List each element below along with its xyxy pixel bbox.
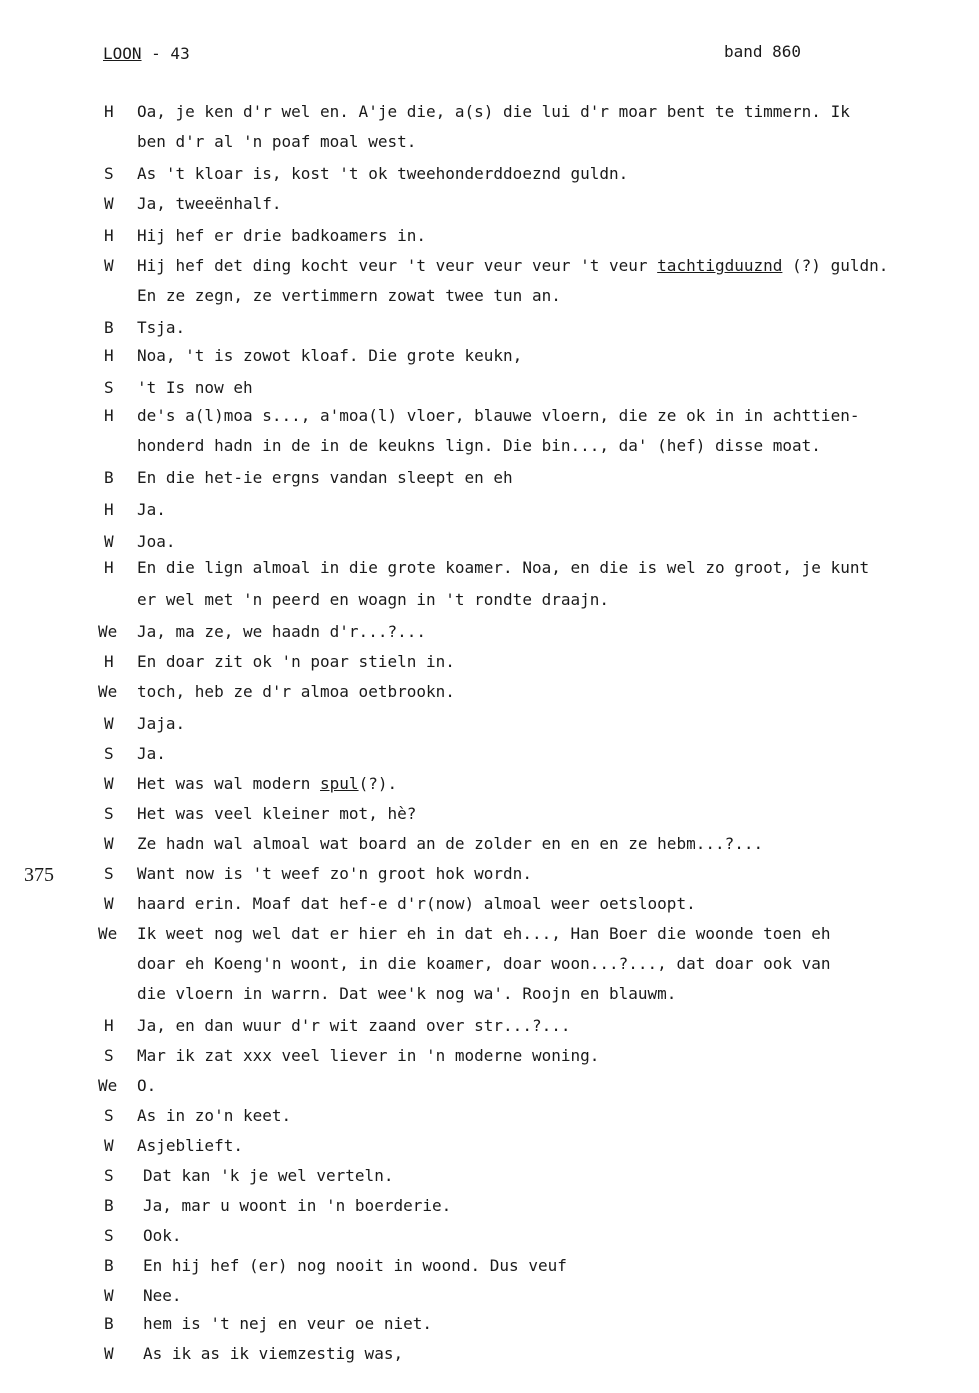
utterance-text: Mar ik zat xxx veel liever in 'n moderne woning.: [137, 1046, 600, 1065]
utterance-text: As in zo'n keet.: [137, 1106, 292, 1125]
utterance-text: Ja, tweeënhalf.: [137, 194, 282, 213]
document-id: LOON: [103, 44, 142, 63]
speaker-label: B: [104, 318, 114, 337]
speaker-label: S: [104, 1106, 114, 1125]
speaker-label: S: [104, 164, 114, 183]
utterance-text: Tsja.: [137, 318, 186, 337]
utterance-text: As 't kloar is, kost 't ok tweehonderddoeznd guldn.: [137, 164, 629, 183]
page-number: - 43: [141, 44, 190, 63]
speaker-label: B: [104, 1196, 114, 1215]
margin-line-number: 375: [24, 864, 54, 886]
speaker-label: S: [104, 744, 114, 763]
speaker-label: We: [98, 924, 118, 943]
speaker-label: W: [104, 714, 114, 733]
speaker-label: W: [104, 532, 114, 551]
utterance-text: Asjeblieft.: [137, 1136, 243, 1155]
utterance-text: Ja, ma ze, we haadn d'r...?...: [137, 622, 426, 641]
utterance-text: O.: [137, 1076, 157, 1095]
speaker-label: B: [104, 1314, 114, 1333]
utterance-text: Want now is 't weef zo'n groot hok wordn.: [137, 864, 532, 883]
utterance-text: Jaja.: [137, 714, 186, 733]
utterance-text: En die het-ie ergns vandan sleept en eh: [137, 468, 513, 487]
utterance-text: Ook.: [143, 1226, 182, 1245]
utterance-text: Ja.: [137, 500, 166, 519]
speaker-label: W: [104, 1136, 114, 1155]
utterance-text: Hij hef er drie badkoamers in.: [137, 226, 426, 245]
utterance-text: ben d'r al 'n poaf moal west.: [137, 132, 417, 151]
speaker-label: We: [98, 682, 118, 701]
utterance-text: toch, heb ze d'r almoa oetbrookn.: [137, 682, 455, 701]
speaker-label: S: [104, 804, 114, 823]
speaker-label: H: [104, 558, 114, 577]
speaker-label: W: [104, 894, 114, 913]
speaker-label: W: [104, 1344, 114, 1363]
speaker-label: H: [104, 652, 114, 671]
speaker-label: S: [104, 864, 114, 883]
utterance-text: Noa, 't is zowot kloaf. Die grote keukn,: [137, 346, 523, 365]
speaker-label: H: [104, 102, 114, 121]
utterance-text: Ja, mar u woont in 'n boerderie.: [143, 1196, 452, 1215]
utterance-text: doar eh Koeng'n woont, in die koamer, doar woon...?..., dat doar ook van: [137, 954, 831, 973]
speaker-label: S: [104, 378, 114, 397]
speaker-label: H: [104, 346, 114, 365]
utterance-text: haard erin. Moaf dat hef-e d'r(now) almoal weer oetsloopt.: [137, 894, 696, 913]
speaker-label: We: [98, 1076, 118, 1095]
utterance-text: Ik weet nog wel dat er hier eh in dat eh..., Han Boer die woonde toen eh: [137, 924, 831, 943]
utterance-text: die vloern in warrn. Dat wee'k nog wa'. Roojn en blauwm.: [137, 984, 677, 1003]
utterance-text: 't Is now eh: [137, 378, 253, 397]
utterance-text: Joa.: [137, 532, 176, 551]
utterance-text: Ze hadn wal almoal wat board an de zolder en en en ze hebm...?...: [137, 834, 764, 853]
speaker-label: S: [104, 1046, 114, 1065]
speaker-label: W: [104, 774, 114, 793]
speaker-label: H: [104, 500, 114, 519]
speaker-label: We: [98, 622, 118, 641]
utterance-text: de's a(l)moa s..., a'moa(l) vloer, blauwe vloern, die ze ok in in achttien-: [137, 406, 860, 425]
page-header-left: [103, 44, 190, 63]
utterance-text: Ja, en dan wuur d'r wit zaand over str...?...: [137, 1016, 571, 1035]
utterance-text: Het was veel kleiner mot, hè?: [137, 804, 417, 823]
utterance-text: er wel met 'n peerd en woagn in 't rondte draajn.: [137, 590, 610, 609]
utterance-text: Het was wal modern spul(?).: [137, 774, 398, 793]
band-label: band 860: [724, 42, 802, 61]
utterance-text: Nee.: [143, 1286, 182, 1305]
speaker-label: W: [104, 834, 114, 853]
utterance-text: As ik as ik viemzestig was,: [143, 1344, 404, 1363]
utterance-text: Dat kan 'k je wel verteln.: [143, 1166, 394, 1185]
speaker-label: W: [104, 256, 114, 275]
utterance-text: En hij hef (er) nog nooit in woond. Dus veuf: [143, 1256, 567, 1275]
speaker-label: B: [104, 468, 114, 487]
speaker-label: W: [104, 1286, 114, 1305]
speaker-label: B: [104, 1256, 114, 1275]
speaker-label: S: [104, 1226, 114, 1245]
utterance-text: En ze zegn, ze vertimmern zowat twee tun an.: [137, 286, 561, 305]
speaker-label: H: [104, 406, 114, 425]
utterance-text: hem is 't nej en veur oe niet.: [143, 1314, 432, 1333]
utterance-text: En doar zit ok 'n poar stieln in.: [137, 652, 455, 671]
utterance-text: Ja.: [137, 744, 166, 763]
speaker-label: H: [104, 1016, 114, 1035]
utterance-text: Hij hef det ding kocht veur 't veur veur veur 't veur tachtigduuznd (?) guldn.: [137, 256, 889, 275]
utterance-text: Oa, je ken d'r wel en. A'je die, a(s) die lui d'r moar bent te timmern. Ik: [137, 102, 850, 121]
utterance-text: honderd hadn in de in de keukns lign. Die bin..., da' (hef) disse moat.: [137, 436, 821, 455]
speaker-label: W: [104, 194, 114, 213]
speaker-label: S: [104, 1166, 114, 1185]
utterance-text: En die lign almoal in die grote koamer. Noa, en die is wel zo groot, je kunt: [137, 558, 870, 577]
speaker-label: H: [104, 226, 114, 245]
